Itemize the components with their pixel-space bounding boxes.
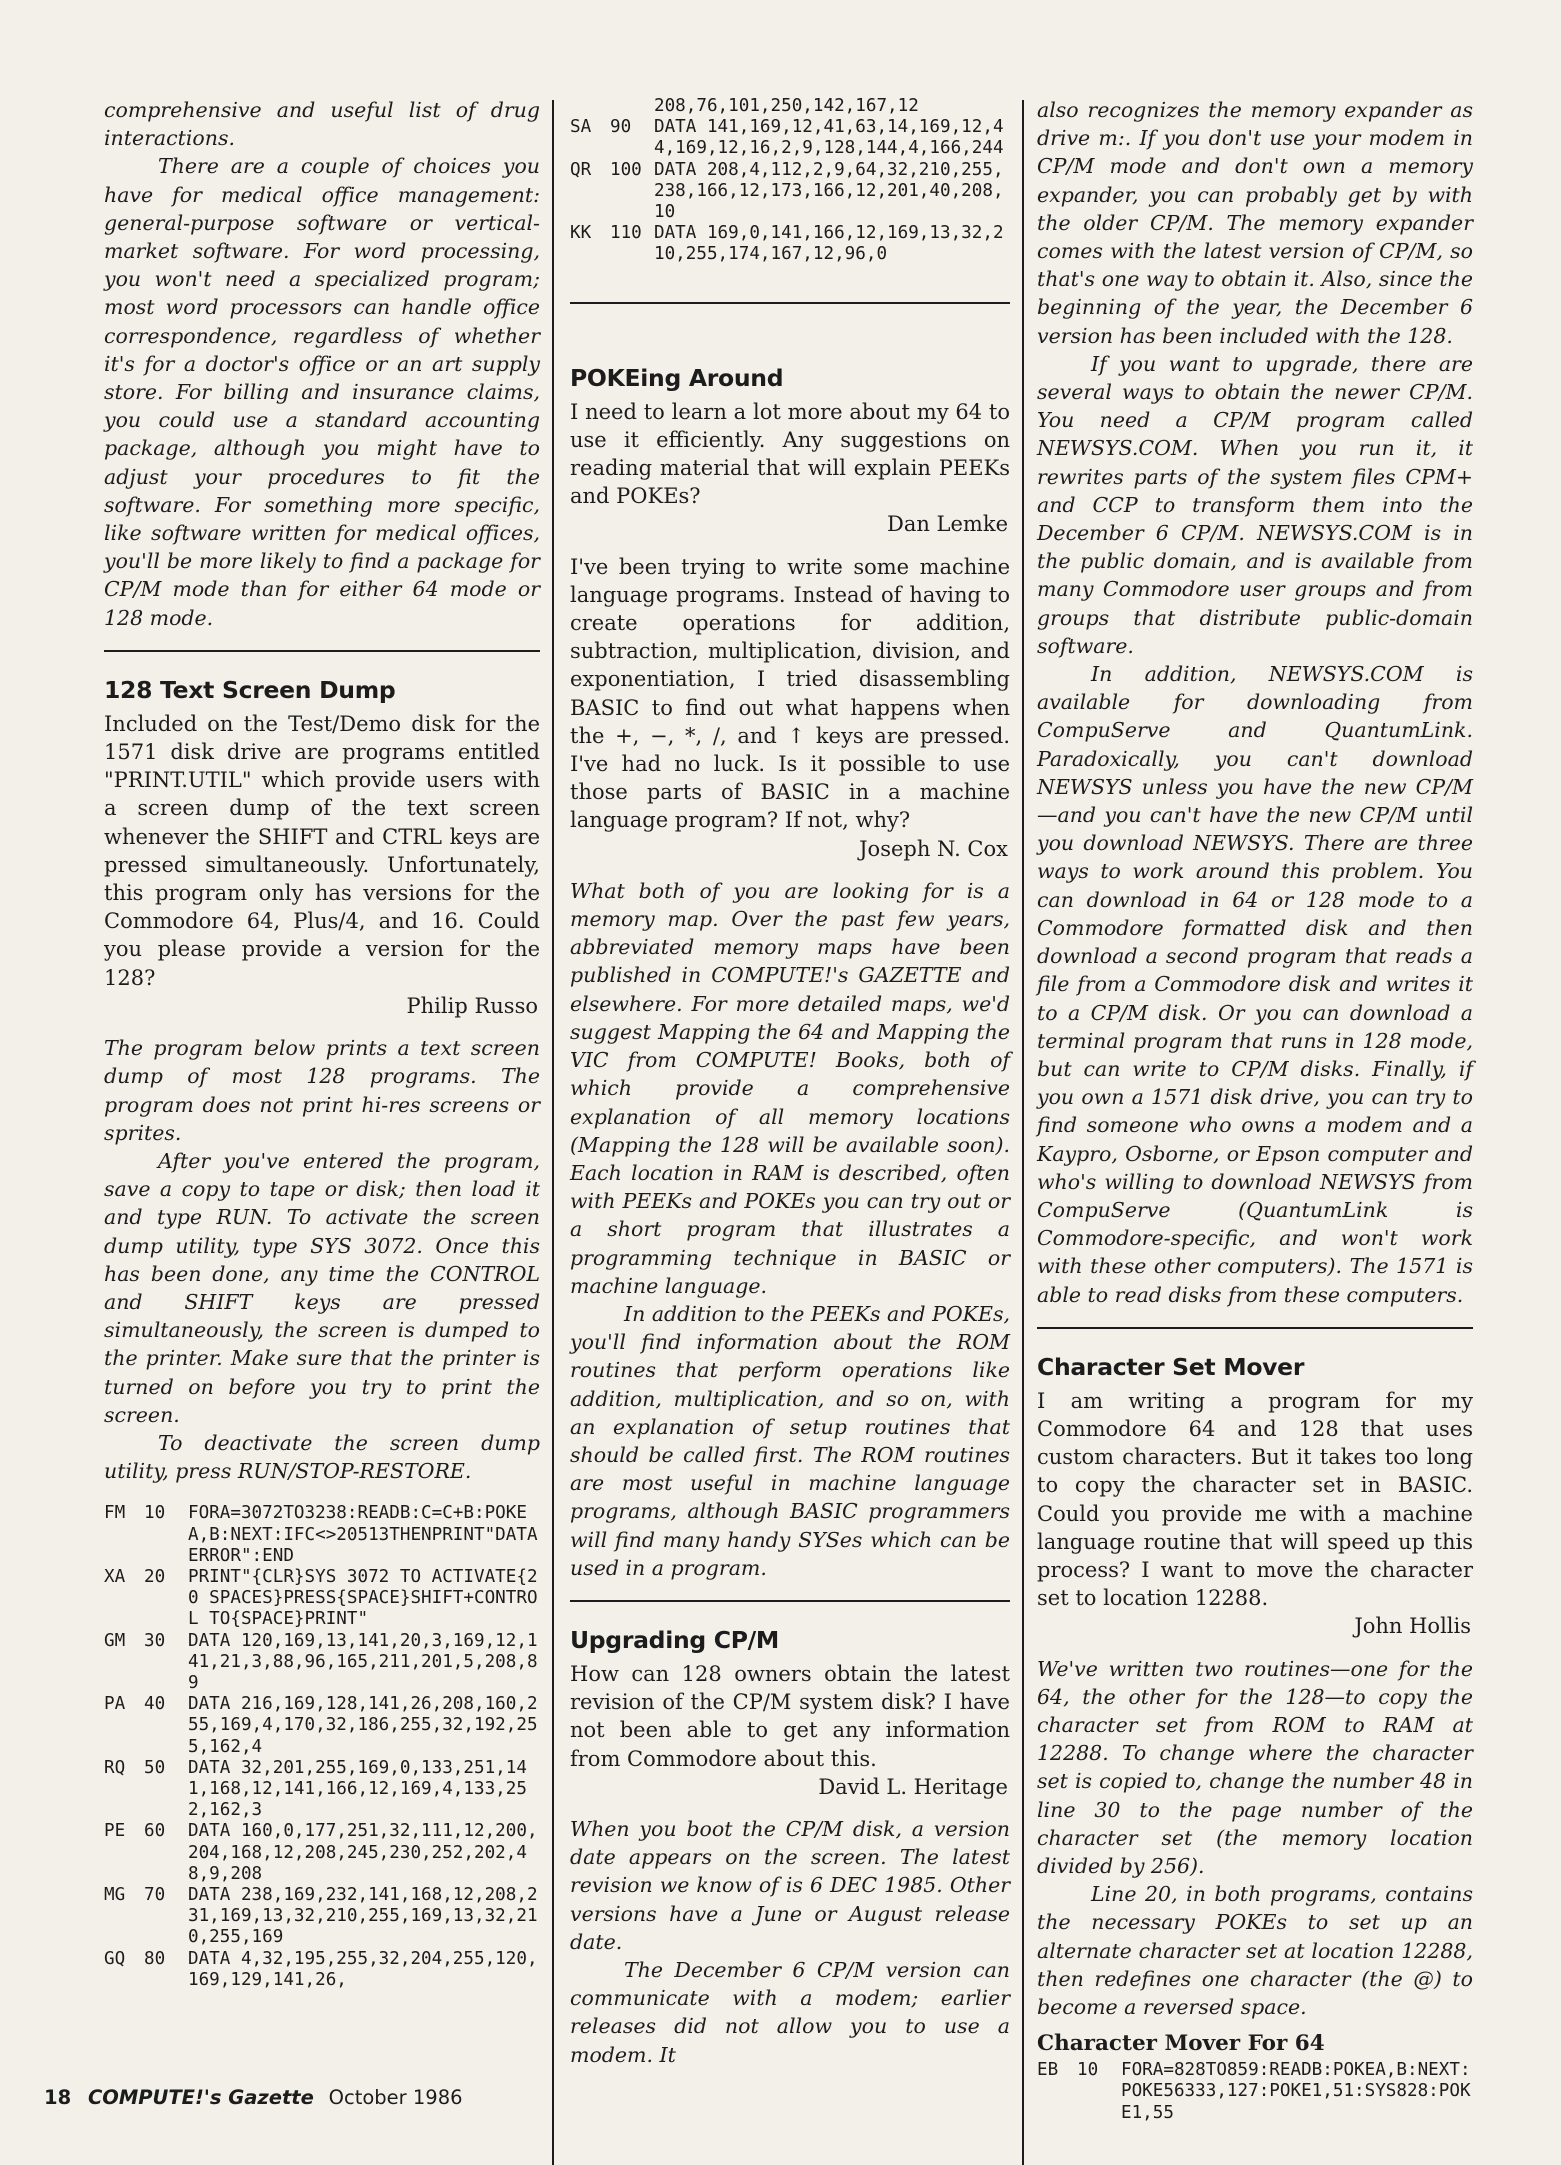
line-number: 40 [144, 1694, 166, 1715]
letter-signature: David L. Heritage [818, 1774, 1008, 1799]
program-title: Character Mover For 64 [1037, 2031, 1325, 2057]
checksum-label: FM [104, 1503, 126, 1524]
code-line [570, 160, 1010, 224]
reader-letter: I've been trying to write some machine language programs. Instead of having to create operations for addition, subtraction, multiplication, division, and exponentiation, I tried disassembling BASIC to find out what happens when the +, −, *, /, and ↑ keys are pressed. I've had no luck. Is it possible to use those parts of BASIC in a machine language program? If not, why? [570, 554, 1010, 833]
page-number: 18 [44, 2086, 72, 2109]
line-number: 110 [610, 223, 642, 244]
section-divider [104, 650, 540, 652]
letter-signature: Philip Russo [406, 993, 538, 1018]
code-text: DATA 160,0,177,251,32,111,12,200,204,168,12,208,245,230,252,202,48,9,208 [188, 1821, 538, 1884]
column-2 [570, 96, 1010, 2069]
code-text: DATA 4,32,195,255,32,204,255,120,169,129,141,26, [188, 1948, 538, 1990]
line-number: 60 [144, 1821, 166, 1842]
letter-signature: Joseph N. Cox [859, 836, 1008, 861]
code-line [104, 1821, 540, 1885]
checksum-label: QR [570, 159, 592, 180]
code-line [104, 1758, 540, 1822]
program-listing [104, 1503, 549, 1991]
checksum-label: XA [104, 1566, 126, 1587]
code-text: DATA 120,169,13,141,20,3,169,12,141,21,3,88,96,165,211,201,5,208,89 [188, 1630, 538, 1693]
section-divider [570, 302, 1010, 304]
letter-signature: John Hollis [1354, 1614, 1471, 1639]
line-number: 100 [610, 159, 642, 180]
answer-paragraph: We've written two routines—one for the 64, the other for the 128—to copy the character set from ROM to RAM at 12288. To change where the character set is copied to, change the number 48 in line 30 to the page number of the character set (the memory location divided by 256). [1037, 1656, 1473, 1878]
checksum-label: EB [1037, 2060, 1059, 2081]
checksum-label [570, 96, 610, 117]
reader-letter: Included on the Test/Demo disk for the 1571 disk drive are programs entitled "PRINT.UTIL" which provide users with a screen dump of the text screen whenever the SHIFT and CTRL keys are pressed simultaneously. Unfortunately, this program only has versions for the Commodore 64, Plus/4, and 16. Could you please provide a version for the 128? [104, 711, 540, 990]
code-text: 208,76,101,250,142,167,12 [654, 96, 919, 116]
code-line [104, 1631, 540, 1695]
column-3 [1037, 96, 1473, 2124]
checksum-label: GM [104, 1630, 126, 1651]
issue-date: October 1986 [328, 2086, 463, 2109]
code-text: DATA 141,169,12,41,63,14,169,12,44,169,12,16,2,9,128,144,4,166,244 [654, 117, 1004, 159]
answer-paragraph: The December 6 CP/M version can communicate with a modem; earlier releases did not allow you to use a modem. It [570, 1957, 1010, 2067]
code-line [1037, 2060, 1473, 2124]
program-listing [570, 96, 1010, 266]
code-line [104, 1567, 540, 1631]
line-number: 30 [144, 1630, 166, 1651]
checksum-label: PA [104, 1694, 126, 1715]
section-divider [1037, 1327, 1473, 1329]
code-text: DATA 32,201,255,169,0,133,251,141,168,12,141,166,12,169,4,133,252,162,3 [188, 1757, 527, 1821]
code-text: FORA=3072TO3238:READB:C=C+B:POKEA,B:NEXT:IFC<>20513THENPRINT"DATA ERROR":END [188, 1503, 549, 1566]
section-heading-pokeing-around: POKEing Around [570, 363, 784, 392]
answer-paragraph: To deactivate the screen dump utility, press RUN/STOP-RESTORE. [104, 1430, 540, 1484]
line-number: 90 [610, 117, 632, 138]
reader-letter: I need to learn a lot more about my 64 to use it efficiently. Any suggestions on reading material that will explain PEEKs and POKEs? [570, 399, 1010, 509]
answer-paragraph: If you want to upgrade, there are several ways to obtain the newer CP/M. You need a CP/M program called NEWSYS.COM. When you run it, it rewrites parts of the system files CPM+ and CCP to transform them into the December 6 CP/M. NEWSYS.COM is in the public domain, and is available from many Commodore user groups and from groups that distribute public-domain software. [1037, 351, 1473, 658]
code-line [104, 1949, 540, 1991]
answer-paragraph: There are a couple of choices you have for medical office management: general-purpose software or vertical-market software. For word processing, you won't need a specialized program; most word processors can handle office correspondence, regardless of whether it's for a doctor's office or an art supply store. For billing and insurance claims, you could use a standard accounting package, although you might have to adjust your procedures to fit the software. For something more specific, like software written for medical offices, you'll be more likely to find a package for CP/M mode than for either 64 mode or 128 mode. [104, 154, 540, 630]
letter-signature: Dan Lemke [887, 512, 1008, 537]
checksum-label: GQ [104, 1948, 126, 1969]
line-number: 80 [144, 1948, 166, 1969]
program-listing [1037, 2060, 1473, 2124]
code-line [570, 223, 1010, 265]
section-heading-upgrading-cpm: Upgrading CP/M [570, 1625, 780, 1654]
code-line [570, 96, 1010, 117]
publication-name: COMPUTE!'s Gazette [87, 2086, 314, 2109]
answer-paragraph: When you boot the CP/M disk, a version date appears on the screen. The latest revision we know of is 6 DEC 1985. Other versions have a June or August release date. [570, 1816, 1010, 1954]
code-line [104, 1503, 549, 1567]
line-number [610, 96, 654, 117]
code-text: DATA 216,169,128,141,26,208,160,255,169,4,170,32,186,255,32,192,255,162,4 [188, 1694, 538, 1757]
line-number: 10 [1077, 2060, 1099, 2081]
column-rule-left [552, 100, 554, 2165]
column-1 [104, 96, 549, 1991]
code-text: PRINT"{CLR}SYS 3072 TO ACTIVATE{20 SPACES}PRESS{SPACE}SHIFT+CONTROL TO{SPACE}PRINT" [188, 1566, 538, 1630]
code-line [104, 1885, 540, 1949]
code-text: DATA 169,0,141,166,12,169,13,32,210,255,174,167,12,96,0 [654, 223, 1004, 265]
checksum-label: RQ [104, 1757, 126, 1778]
checksum-label: PE [104, 1821, 126, 1842]
answer-paragraph: Line 20, in both programs, contains the necessary POKEs to set up an alternate character set at location 12288, then redefines one character (the @) to become a reversed space. [1037, 1882, 1473, 2019]
section-divider [570, 1600, 1010, 1602]
answer-paragraph: The program below prints a text screen dump of most 128 programs. The program does not print hi-res screens or sprites. [104, 1036, 540, 1145]
page-footer [44, 2086, 463, 2109]
answer-paragraph: also recognizes the memory expander as drive m:. If you don't use your modem in CP/M mode and don't own a memory expander, you can probably get by with the older CP/M. The memory expander comes with the latest version of CP/M, so that's one way to obtain it. Also, since the beginning of the year, the December 6 version has been included with the 128. [1037, 98, 1473, 348]
answer-paragraph: comprehensive and useful list of drug interactions. [104, 98, 540, 151]
reader-letter: How can 128 owners obtain the latest revision of the CP/M system disk? I have not been able to get any information from Commodore about this. [570, 1661, 1010, 1771]
line-number: 50 [144, 1757, 166, 1778]
code-line [570, 117, 1010, 159]
line-number: 70 [144, 1885, 166, 1905]
answer-paragraph: In addition to the PEEKs and POKEs, you'll find information about the ROM routines that perform operations like addition, multiplication, and so on, with an explanation of setup routines that should be called first. The ROM routines are most useful in machine language programs, although BASIC programmers will find many handy SYSes which can be used in a program. [570, 1301, 1010, 1580]
checksum-label: MG [104, 1885, 126, 1905]
checksum-label: SA [570, 117, 592, 138]
answer-paragraph: In addition, NEWSYS.COM is available for downloading from CompuServe and QuantumLink. Paradoxically, you can't download NEWSYS unless you have the new CP/M—and you can't have the new CP/M until you download NEWSYS. There are three ways to work around this problem. You can download in 64 or 128 mode to a Commodore formatted disk and then download a second program that reads a file from a Commodore disk and writes it to a CP/M disk. Or you can download a terminal program that runs in 128 mode, but can write to CP/M disks. Finally, if you own a 1571 disk drive, you can try to find someone who owns a modem and a Kaypro, Osborne, or Epson computer and who's willing to download NEWSYS from CompuServe (QuantumLink is Commodore-specific, and won't work with these other computers). The 1571 is able to read disks from these computers. [1037, 662, 1473, 1307]
answer-paragraph: After you've entered the program, save a copy to tape or disk; then load it and type RUN. To activate the screen dump utility, type SYS 3072. Once this has been done, any time the CONTROL and SHIFT keys are pressed simultaneously, the screen is dumped to the printer. Make sure that the printer is turned on before you try to print the screen. [104, 1148, 540, 1427]
code-text: DATA 208,4,112,2,9,64,32,210,255,238,166,12,173,166,12,201,40,208,10 [654, 159, 1004, 223]
answer-paragraph: What both of you are looking for is a memory map. Over the past few years, abbreviated memory maps have been published in COMPUTE!'s GAZETTE and elsewhere. For more detailed maps, we'd suggest Mapping the 64 and Mapping the VIC from COMPUTE! Books, both of which provide a comprehensive explanation of all memory locations (Mapping the 128 will be available soon). Each location in RAM is described, often with PEEKs and POKEs you can try out or a short program that illustrates a programming technique in BASIC or machine language. [570, 878, 1010, 1298]
line-number: 10 [144, 1503, 166, 1524]
section-heading-text-screen-dump: 128 Text Screen Dump [104, 675, 396, 704]
reader-letter: I am writing a program for my Commodore 64 and 128 that uses custom characters. But it takes too long to copy the character set in BASIC. Could you provide me with a machine language routine that will speed up this process? I want to move the character set to location 12288. [1037, 1388, 1473, 1611]
column-rule-right [1022, 100, 1024, 2165]
section-heading-character-set-mover: Character Set Mover [1037, 1352, 1305, 1381]
code-line [104, 1694, 540, 1758]
line-number: 20 [144, 1566, 166, 1587]
code-text: DATA 238,169,232,141,168,12,208,231,169,13,32,210,255,169,13,32,210,255,169 [188, 1885, 538, 1948]
code-text: FORA=828TO859:READB:POKEA,B:NEXT:POKE56333,127:POKE1,51:SYS828:POKE1,55 [1121, 2060, 1471, 2123]
checksum-label: KK [570, 223, 592, 244]
